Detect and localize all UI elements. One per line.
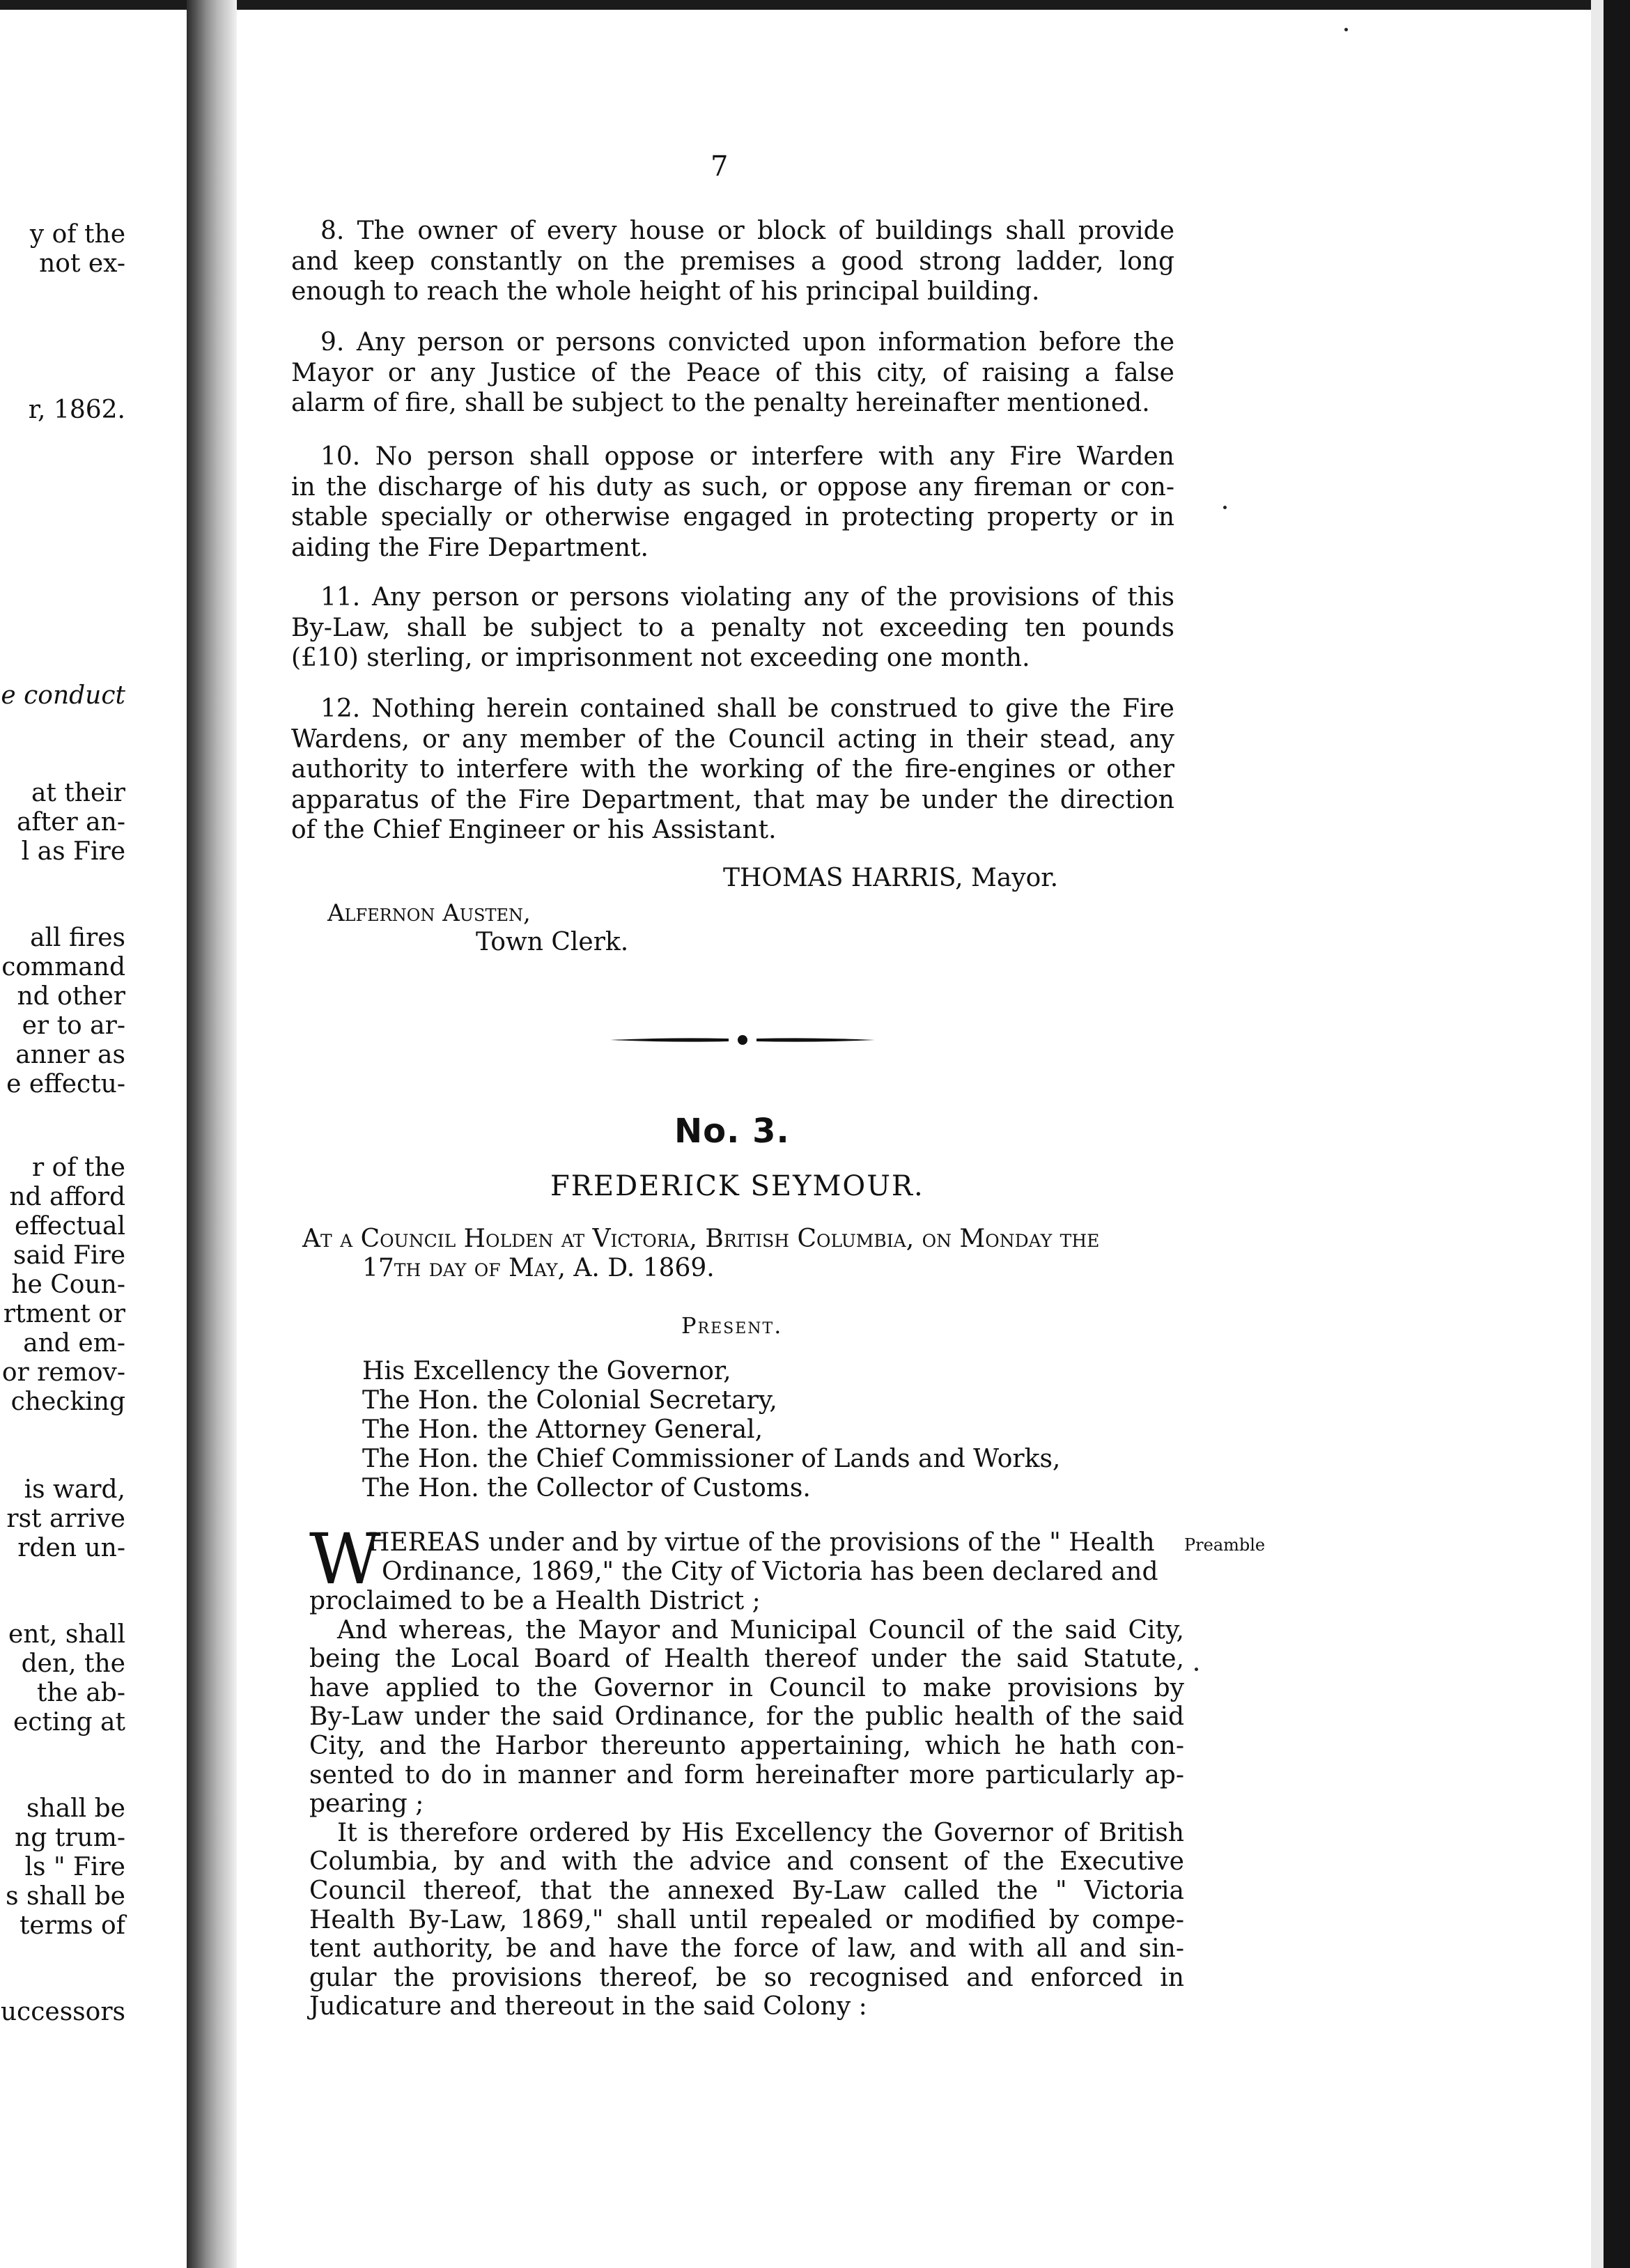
left-page-fragments [0, 0, 187, 2268]
section-line: 10. No person shall oppose or interfere with any Fire Warden [320, 442, 1174, 471]
section-line: stable specially or otherwise engaged in protecting property or in [291, 503, 1174, 531]
left-page-fragment: rtment or [3, 1300, 125, 1328]
section-line: in the discharge of his duty as such, or oppose any fireman or con- [291, 472, 1174, 502]
left-page-fragment: after an- [16, 808, 125, 837]
council-line-1: At a Council Holden at Victoria, British Columbia, on Monday the [302, 1225, 1100, 1253]
scan-speck [1195, 1668, 1198, 1671]
left-page-fragment: is ward, [24, 1475, 125, 1504]
section-line: aiding the Fire Department. [291, 533, 649, 562]
margin-note-preamble: Preamble [1184, 1535, 1266, 1555]
page-number: 7 [711, 150, 729, 182]
section-line: Wardens, or any member of the Council acting in their stead, any [291, 724, 1174, 754]
section-line: and keep constantly on the premises a good strong ladder, long [291, 247, 1174, 276]
whereas-line: sented to do in manner and form hereinafter more particularly ap- [309, 1760, 1184, 1789]
scan-speck [1223, 506, 1227, 509]
left-page-fragment: ecting at [13, 1708, 125, 1737]
section-line: enough to reach the whole height of his principal building. [291, 277, 1040, 306]
left-page-fragment: checking [10, 1388, 125, 1416]
bylaw-section [291, 216, 1174, 307]
governor-name: FREDERICK SEYMOUR. [550, 1170, 924, 1202]
left-page-fragment: uccessors [0, 1998, 125, 2026]
scan-border-right-inner [1591, 0, 1604, 2268]
mayor-signature: THOMAS HARRIS, Mayor. [723, 864, 1059, 892]
drop-cap-letter: W [309, 1519, 381, 1600]
left-page-fragment: not ex- [39, 249, 125, 278]
council-line-2: 17th day of May, A. D. 1869. [362, 1254, 715, 1282]
whereas-line: proclaimed to be a Health District ; [309, 1587, 761, 1615]
whereas-line: being the Local Board of Health thereof under the said Statute, [309, 1645, 1184, 1674]
present-heading: Present. [681, 1312, 783, 1339]
section-line: 9. Any person or persons convicted upon information before the [320, 328, 1174, 357]
attendee-3: The Hon. the Attorney General, [362, 1415, 763, 1444]
left-page-fragment: e effectu- [6, 1070, 125, 1098]
section-line: (£10) sterling, or imprisonment not exceeding one month. [291, 644, 1030, 672]
left-page-fragment: ng trum- [15, 1824, 125, 1852]
bylaw-section [291, 327, 1174, 419]
left-page-fragment: ent, shall [8, 1620, 125, 1649]
section-line: 8. The owner of every house or block of buildings shall provide [320, 217, 1174, 245]
left-page-fragment: and em- [23, 1329, 125, 1358]
section-line: apparatus of the Fire Department, that may be under the direction [291, 785, 1174, 814]
whereas-line: pearing ; [309, 1789, 424, 1819]
whereas-line: gular the provisions thereof, be so recognised and enforced in [309, 1963, 1184, 1992]
clerk-name: Alfernon Austen, [327, 899, 531, 927]
left-page-fragment: the ab- [36, 1679, 125, 1707]
left-page-fragment: anner as [15, 1041, 125, 1069]
left-page-fragment: said Fire [13, 1241, 125, 1270]
document-number: No. 3. [674, 1112, 790, 1151]
bylaw-section [291, 582, 1174, 674]
attendee-4: The Hon. the Chief Commissioner of Lands and Works, [362, 1445, 1061, 1473]
whereas-line: It is therefore ordered by His Excellency the Governor of British [337, 1818, 1184, 1847]
left-page-fragment: nd other [17, 982, 125, 1011]
left-page-fragment: e conduct [1, 681, 125, 710]
left-page-fragment: command [1, 953, 125, 981]
left-page-fragment: terms of [19, 1911, 125, 1940]
attendee-1: His Excellency the Governor, [362, 1357, 731, 1385]
attendee-5: The Hon. the Collector of Customs. [362, 1474, 811, 1502]
section-line: 12. Nothing herein contained shall be construed to give the Fire [320, 694, 1174, 723]
section-line: alarm of fire, shall be subject to the penalty hereinafter mentioned. [291, 389, 1150, 417]
left-page-fragment: or remov- [1, 1358, 125, 1387]
whereas-line: City, and the Harbor thereunto appertaining, which he hath con- [309, 1732, 1184, 1760]
left-page-fragment: den, the [21, 1649, 125, 1678]
whereas-line: And whereas, the Mayor and Municipal Council of the said City, [337, 1615, 1184, 1645]
left-page-fragment: er to ar- [22, 1011, 125, 1040]
section-line: Mayor or any Justice of the Peace of this city, of raising a false [291, 358, 1174, 387]
book-gutter [187, 0, 237, 2268]
section-line: authority to interfere with the working of the fire-engines or other [291, 755, 1174, 784]
section-line: By-Law, shall be subject to a penalty not exceeding ten pounds [291, 613, 1174, 642]
left-page-fragment: rst arrive [6, 1505, 125, 1533]
clerk-title: Town Clerk. [476, 928, 629, 956]
section-divider-ornament [603, 1023, 882, 1057]
left-page-fragment: at their [31, 779, 125, 807]
left-page-fragment: nd afford [9, 1183, 125, 1211]
left-page-fragment: r of the [31, 1154, 125, 1182]
whereas-line: Council thereof, that the annexed By-Law called the " Victoria [309, 1877, 1184, 1905]
left-page-fragment: all fires [30, 924, 125, 952]
section-line: of the Chief Engineer or his Assistant. [291, 816, 777, 844]
left-page-fragment: s shall be [6, 1882, 125, 1911]
whereas-line: Judicature and thereout in the said Colony : [309, 1992, 867, 2021]
left-page-fragment: r, 1862. [28, 396, 125, 424]
left-page-fragment: effectual [15, 1212, 125, 1241]
left-page-fragment: l as Fire [21, 837, 125, 866]
left-page-fragment: y of the [29, 220, 125, 249]
whereas-line: By-Law under the said Ordinance, for the public health of the said [309, 1702, 1184, 1732]
whereas-line: have applied to the Governor in Council to make provisions by [309, 1673, 1184, 1702]
left-page-fragment: he Coun- [11, 1271, 125, 1299]
whereas-line-2: Ordinance, 1869," the City of Victoria has been declared and [382, 1558, 1158, 1586]
whereas-line-1: HEREAS under and by virtue of the provisions of the " Health [368, 1528, 1155, 1557]
attendee-2: The Hon. the Colonial Secretary, [362, 1386, 777, 1415]
whereas-line: tent authority, be and have the force of law, and with all and sin- [309, 1934, 1184, 1964]
left-page-fragment: shall be [26, 1794, 125, 1823]
scan-border-top [0, 0, 1630, 10]
left-page-fragment: rden un- [17, 1534, 125, 1562]
bylaw-section [291, 694, 1174, 846]
scan-border-right [1604, 0, 1630, 2268]
bylaw-section [291, 442, 1174, 563]
whereas-line: Health By-Law, 1869," shall until repealed or modified by compe- [309, 1905, 1184, 1934]
section-line: 11. Any person or persons violating any of the provisions of this [320, 583, 1174, 612]
scan-speck [1344, 28, 1348, 31]
left-page-fragment: ls " Fire [24, 1853, 125, 1881]
whereas-line: Columbia, by and with the advice and consent of the Executive [309, 1847, 1184, 1877]
